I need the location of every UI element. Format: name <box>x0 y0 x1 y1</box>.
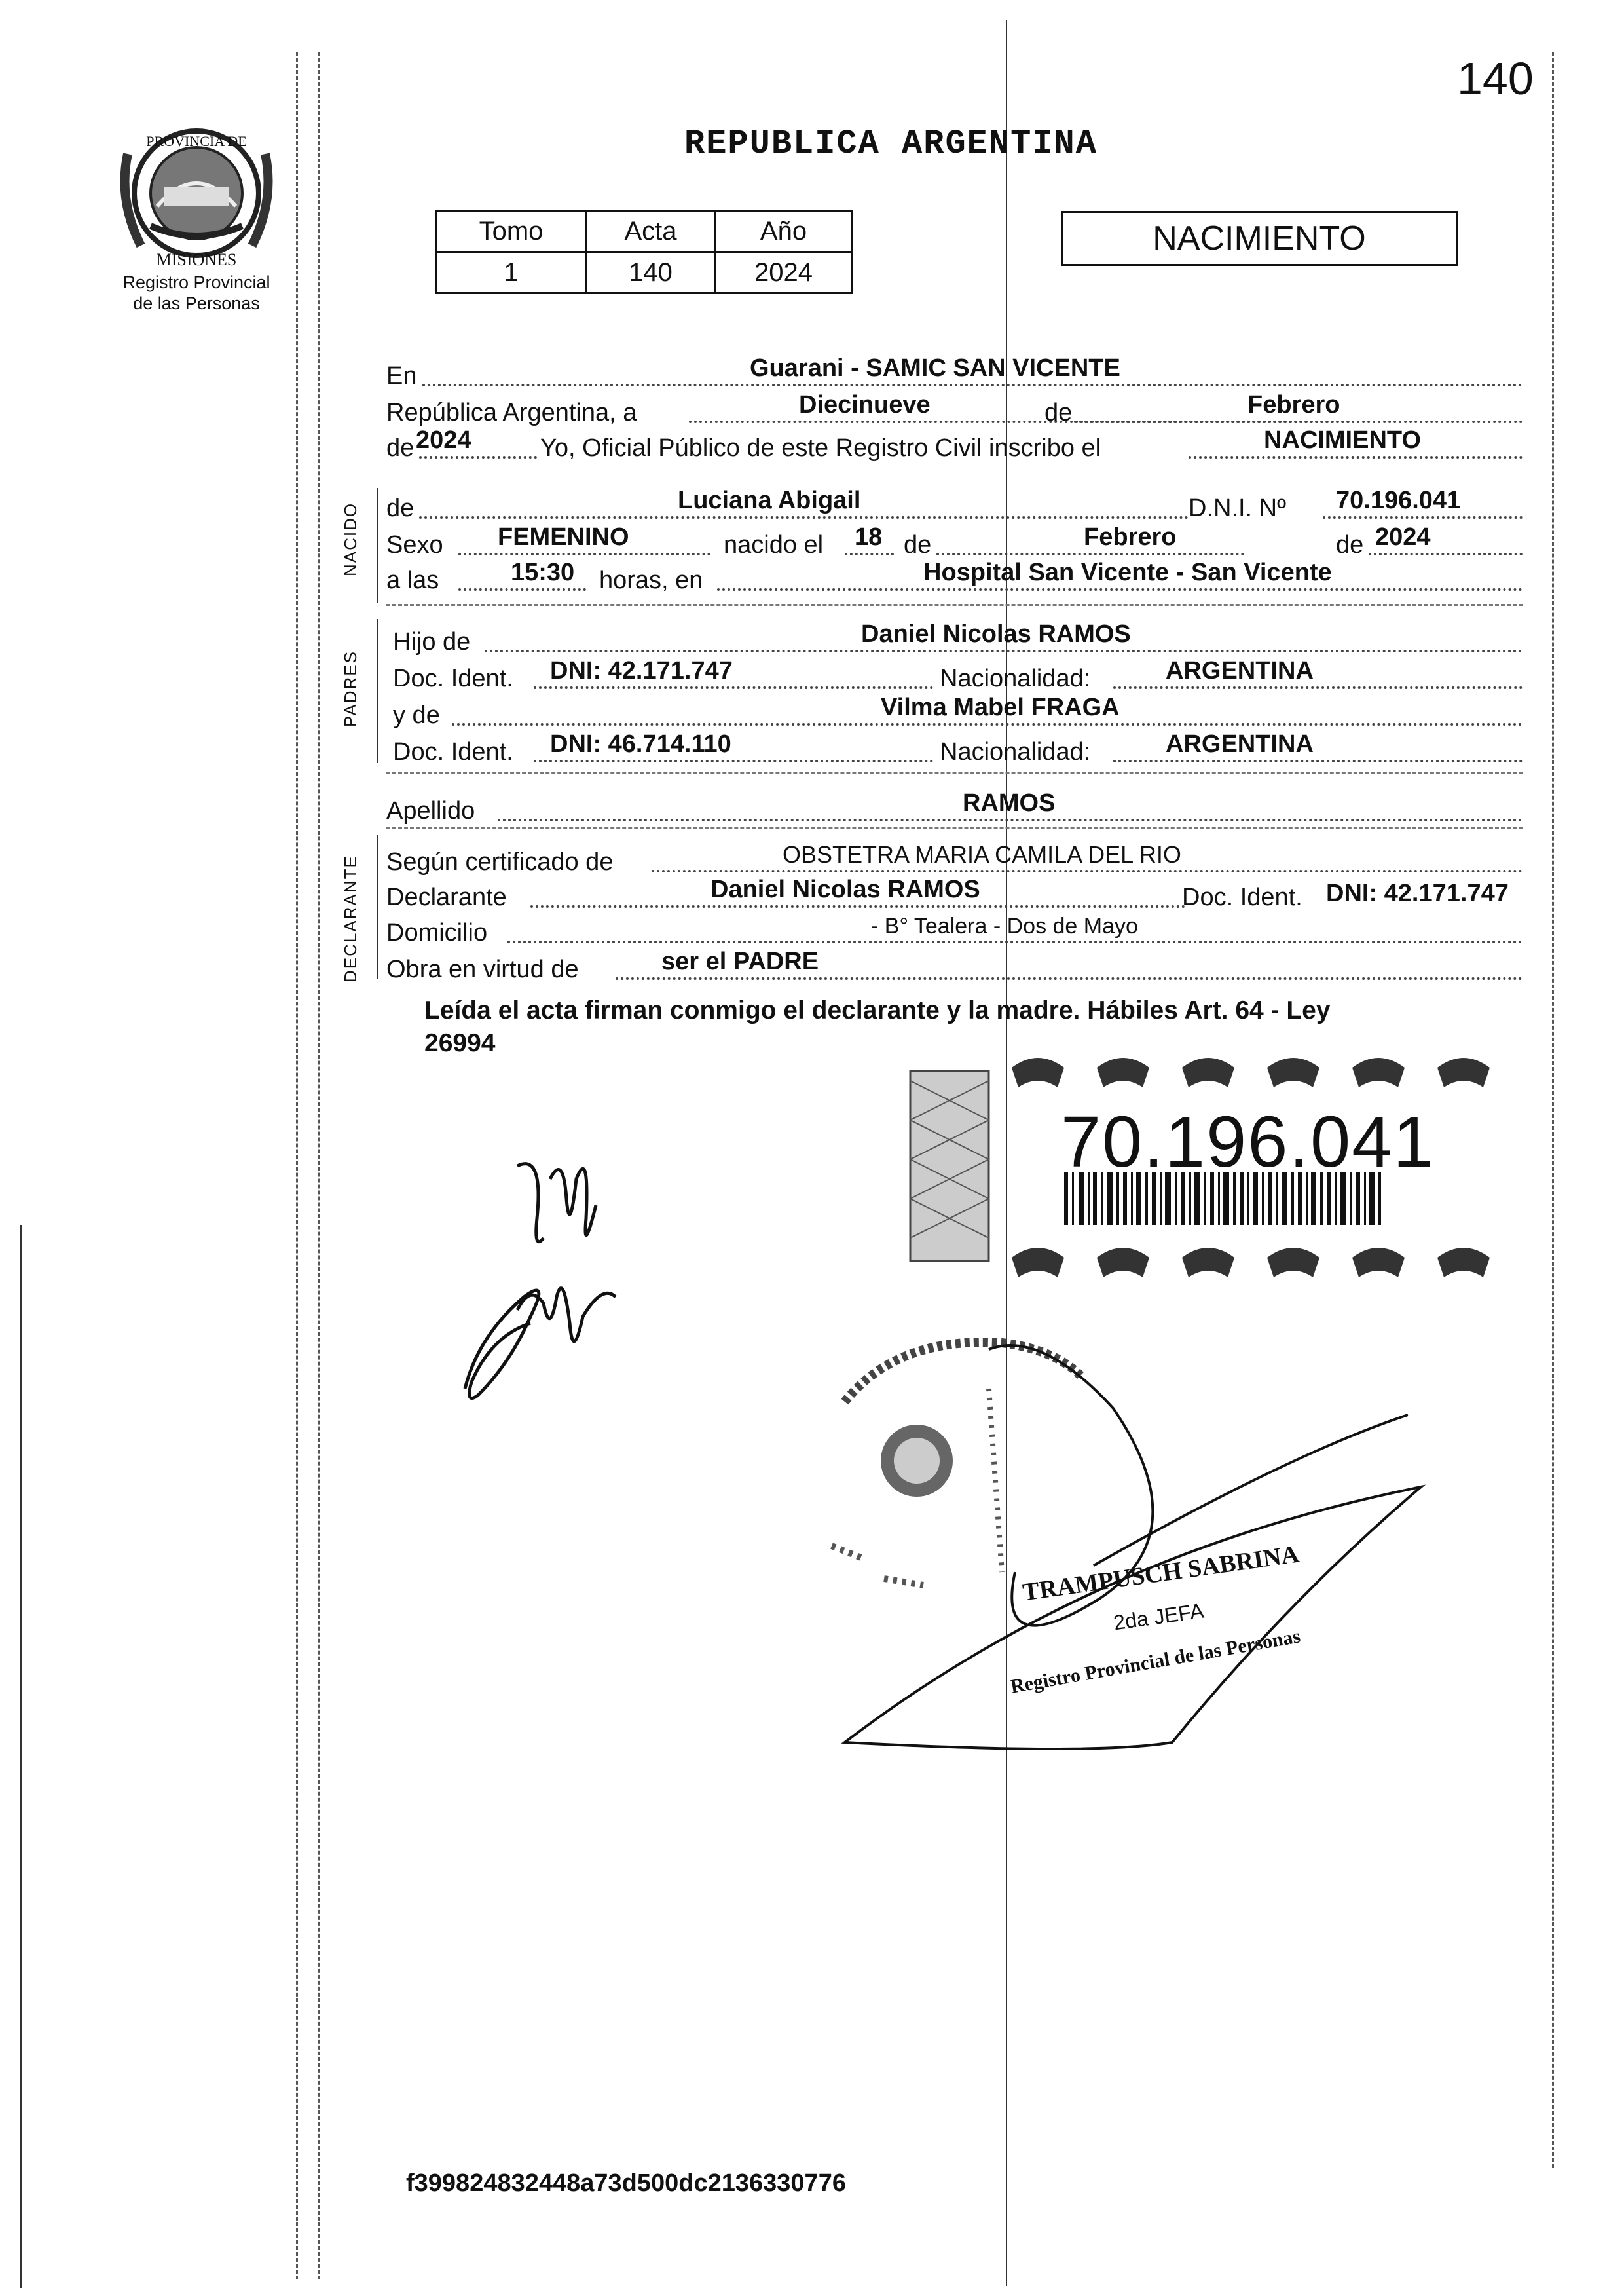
label-declarante: Declarante <box>386 884 507 911</box>
form-row-oficial <box>386 426 1522 465</box>
form-row-hora <box>386 558 1522 597</box>
nacido-bracket <box>377 488 378 603</box>
label-en: En <box>386 362 417 390</box>
label-obra: Obra en virtud de <box>386 956 579 983</box>
value-nac-padre: ARGENTINA <box>1166 657 1314 685</box>
value-mes: Febrero <box>1247 391 1340 419</box>
official-signature <box>832 1323 1434 1755</box>
label-a-las: a las <box>386 567 439 594</box>
label-certificado: Según certificado de <box>386 848 614 876</box>
signature-declarante <box>504 1140 635 1264</box>
value-lugar: Hospital San Vicente - San Vicente <box>923 559 1332 586</box>
registry-name <box>98 272 295 314</box>
label-hijo-de: Hijo de <box>393 628 471 656</box>
acta-value-acta: 140 <box>586 252 716 293</box>
label-nac-padre: Nacionalidad: <box>940 665 1091 692</box>
dni-sticker-number: 70.196.041 <box>1061 1102 1435 1182</box>
acta-table <box>435 210 853 294</box>
section-label-nacido: NACIDO <box>341 502 360 576</box>
value-madre: Vilma Mabel FRAGA <box>881 694 1120 721</box>
divider-nacido <box>386 604 1522 606</box>
value-declarante: Daniel Nicolas RAMOS <box>710 876 980 903</box>
label-apellido: Apellido <box>386 797 475 825</box>
label-nacido-de-mes: de <box>904 531 932 559</box>
form-row-sexo <box>386 523 1522 562</box>
acta-table-value-row <box>437 252 852 293</box>
declarante-bracket <box>377 835 378 979</box>
value-doc-padre: DNI: 42.171.747 <box>550 657 733 685</box>
label-sexo: Sexo <box>386 531 443 559</box>
form-row-domicilio <box>386 910 1522 950</box>
value-inscribo: NACIMIENTO <box>1264 426 1421 454</box>
closing-line-2: 26994 <box>424 1029 496 1057</box>
label-de-anio: de <box>386 434 415 462</box>
label-doc-declarante: Doc. Ident. <box>1182 884 1302 911</box>
section-label-declarante: DECLARANTE <box>341 855 360 983</box>
value-nac-madre: ARGENTINA <box>1166 730 1314 758</box>
label-de-nombre: de <box>386 495 415 522</box>
value-nombre: Luciana Abigail <box>678 487 861 514</box>
stamp-official-role: 2da JEFA <box>1112 1598 1206 1635</box>
left-margin-line <box>20 1225 22 2288</box>
value-en: Guarani - SAMIC SAN VICENTE <box>750 354 1120 382</box>
value-nacido-dia: 18 <box>855 523 883 551</box>
label-doc-padre: Doc. Ident. <box>393 665 513 692</box>
value-nacido-mes: Febrero <box>1084 523 1177 551</box>
label-de-mes: de <box>1044 399 1073 426</box>
document-hash: f399824832448a73d500dc2136330776 <box>406 2169 846 2197</box>
value-certificado: OBSTETRA MARIA CAMILA DEL RIO <box>783 841 1181 868</box>
stamp-official-name: TRAMPUSCH SABRINA <box>1021 1540 1301 1607</box>
stamp-office: Registro Provincial de las Personas <box>1008 1625 1302 1698</box>
label-dni: D.N.I. Nº <box>1189 495 1286 522</box>
misiones-coat-of-arms-logo <box>111 115 282 278</box>
left-fold-line <box>296 52 298 2279</box>
value-nacido-anio: 2024 <box>1375 523 1431 551</box>
divider-apellido <box>386 827 1522 829</box>
acta-header-acta: Acta <box>586 211 716 252</box>
label-y-de: y de <box>393 702 440 729</box>
left-fold-line-2 <box>318 52 320 2279</box>
section-label-padres: PADRES <box>341 650 360 727</box>
padres-bracket <box>377 619 378 763</box>
form-row-declarante <box>386 875 1522 914</box>
value-padre: Daniel Nicolas RAMOS <box>861 620 1131 648</box>
label-republica: República Argentina, a <box>386 399 637 426</box>
acta-header-anio: Año <box>716 211 852 252</box>
signature-madre <box>452 1258 629 1408</box>
label-domicilio: Domicilio <box>386 919 488 947</box>
label-nac-madre: Nacionalidad: <box>940 738 1091 766</box>
registry-line-2: de las Personas <box>133 293 260 313</box>
form-row-en <box>386 354 1522 393</box>
form-row-doc-padre <box>386 656 1522 696</box>
value-apellido: RAMOS <box>963 789 1056 817</box>
label-nacido-de-anio: de <box>1336 531 1364 559</box>
acta-value-tomo: 1 <box>437 252 586 293</box>
logo-top-text: PROVINCIA DE <box>146 133 247 149</box>
page-number: 140 <box>1457 53 1534 104</box>
divider-padres <box>386 772 1522 774</box>
value-doc-declarante: DNI: 42.171.747 <box>1326 880 1509 907</box>
closing-line-1: Leída el acta firman conmigo el declarante y la madre. Hábiles Art. 64 - Ley <box>424 996 1331 1024</box>
form-row-apellido <box>386 789 1522 828</box>
form-row-madre <box>386 693 1522 732</box>
value-doc-madre: DNI: 46.714.110 <box>550 730 731 758</box>
acta-value-anio: 2024 <box>716 252 852 293</box>
logo-bottom-text: MISIONES <box>156 250 237 269</box>
value-dni: 70.196.041 <box>1336 487 1461 514</box>
oficial-text: Yo, Oficial Público de este Registro Civil inscribo el <box>540 434 1101 462</box>
value-sexo: FEMENINO <box>498 523 629 551</box>
value-obra: ser el PADRE <box>661 948 819 975</box>
form-row-doc-madre <box>386 730 1522 769</box>
value-domicilio: - B° Tealera - Dos de Mayo <box>871 914 1138 939</box>
registry-line-1: Registro Provincial <box>122 272 270 292</box>
form-row-padre <box>386 620 1522 659</box>
form-row-nombre <box>386 486 1522 525</box>
label-doc-madre: Doc. Ident. <box>393 738 513 766</box>
value-hora: 15:30 <box>511 559 575 586</box>
value-anio: 2024 <box>416 426 471 454</box>
acta-header-tomo: Tomo <box>437 211 586 252</box>
form-row-obra <box>386 947 1522 986</box>
acta-table-header-row <box>437 211 852 252</box>
form-row-republica <box>386 390 1522 430</box>
value-dia: Diecinueve <box>799 391 931 419</box>
form-row-certificado <box>386 840 1522 879</box>
act-type-box: NACIMIENTO <box>1061 211 1458 266</box>
label-horas-en: horas, en <box>599 567 703 594</box>
page-title: REPUBLICA ARGENTINA <box>684 124 1098 163</box>
label-nacido-el: nacido el <box>724 531 824 559</box>
